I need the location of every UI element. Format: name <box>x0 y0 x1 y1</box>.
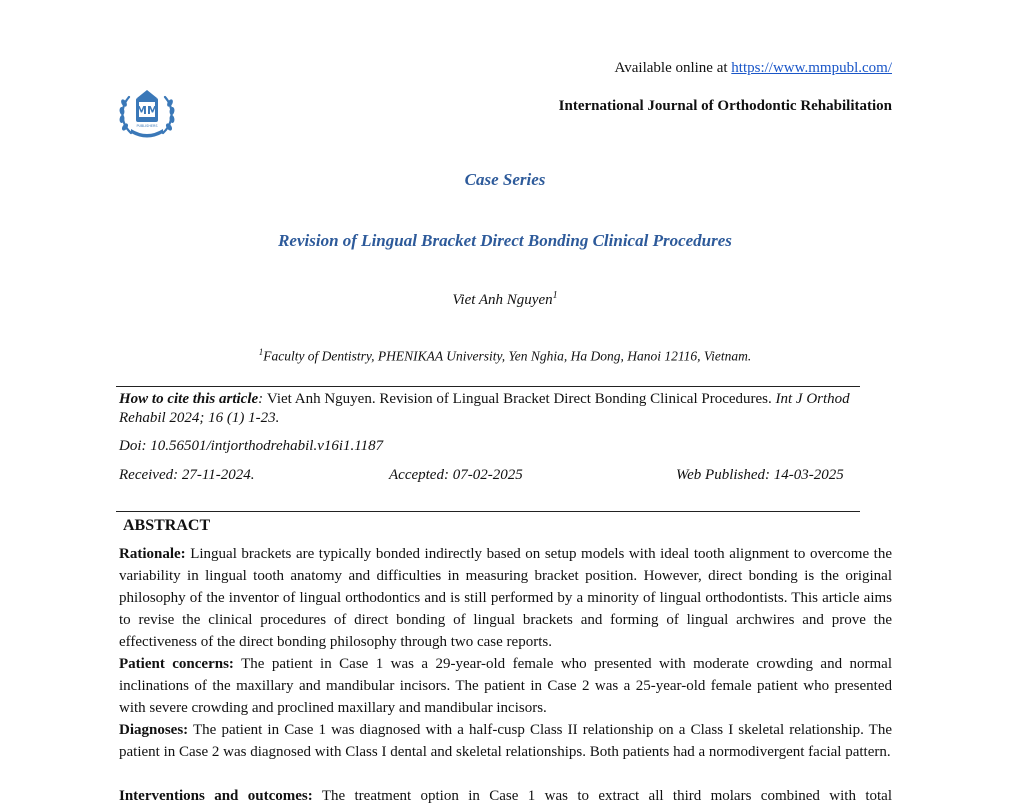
author-line <box>0 290 1010 309</box>
article-type: Case Series <box>464 170 546 189</box>
citation-colon: : <box>258 391 267 407</box>
author-superscript: 1 <box>552 290 558 301</box>
citation-label: How to cite this article <box>119 391 259 407</box>
doi-line: Doi: 10.56501/intjorthodrehabil.v16i1.1187 <box>119 438 384 454</box>
rationale-label: Rationale: <box>119 546 186 562</box>
available-prefix: Available online at <box>614 60 732 76</box>
patient-concerns-text: The patient in Case 1 was a 29-year-old female who presented with moderate crowding and normal inclinations of the maxillary and mandibular incisors. The patient in Case 2 was a 25-year-old female patient who presented with severe crowding and proclined maxillary and mandibular incisors. <box>119 656 892 716</box>
publisher-logo <box>117 87 177 143</box>
received-date: Received: 27-11-2024. <box>119 467 255 483</box>
author-name: Viet Anh Nguyen <box>452 292 553 308</box>
abstract-patient-concerns <box>119 653 892 719</box>
abstract-interventions <box>119 785 892 807</box>
journal-name: International Journal of Orthodontic Rehabilitation <box>558 98 892 114</box>
interventions-label: Interventions and outcomes: <box>119 788 313 804</box>
rationale-text: Lingual brackets are typically bonded indirectly based on setup models with ideal tooth alignment to overcome the variability in lingual tooth anatomy and difficulties in measuring bracket position. However, direct bonding is the original philosophy of the inventor of lingual orthodontics and is still performed by a minority of lingual orthodontists. This article aims to revise the clinical procedures of direct bonding of lingual brackets and forming of lingual archwires and prove the effectiveness of the direct bonding philosophy through two case reports. <box>119 546 892 650</box>
journal-url-link[interactable]: https://www.mmpubl.com/ <box>731 60 892 76</box>
affiliation-text: Faculty of Dentistry, PHENIKAA University, Yen Nghia, Ha Dong, Hanoi 12116, Vietnam. <box>263 348 752 364</box>
diagnoses-text: The patient in Case 1 was diagnosed with a half-cusp Class II relationship on a Class I skeletal relationship. The patient in Case 2 was diagnosed with Class I dental and skeletal relationships. Both patients had a normodivergent facial pattern. <box>119 722 892 760</box>
published-date: Web Published: 14-03-2025 <box>676 467 844 483</box>
abstract-rationale <box>119 543 892 653</box>
abstract-divider <box>116 511 860 512</box>
publisher-logo-icon <box>117 87 177 143</box>
diagnoses-label: Diagnoses: <box>119 722 189 738</box>
article-title: Revision of Lingual Bracket Direct Bonding Clinical Procedures <box>278 231 732 250</box>
svg-text:MM: MM <box>136 104 158 117</box>
affiliation-line <box>0 347 1010 365</box>
citation-block <box>119 390 879 428</box>
affiliation-superscript: 1 <box>258 347 264 357</box>
available-online-line <box>615 60 892 77</box>
patient-concerns-label: Patient concerns: <box>119 656 234 672</box>
citation-text: Viet Anh Nguyen. Revision of Lingual Bracket Direct Bonding Clinical Procedures. <box>266 391 776 407</box>
abstract-heading: ABSTRACT <box>123 517 211 534</box>
abstract-diagnoses <box>119 719 892 763</box>
svg-text:PUBLISHERS: PUBLISHERS <box>136 124 158 128</box>
citation-journal-ref: Int J Orthod Rehabil 2024; 16 (1) 1-23. <box>119 391 850 426</box>
top-divider <box>116 386 860 387</box>
accepted-date: Accepted: 07-02-2025 <box>389 467 523 483</box>
interventions-text: The treatment option in Case 1 was to extract all third molars combined with total <box>312 788 892 804</box>
